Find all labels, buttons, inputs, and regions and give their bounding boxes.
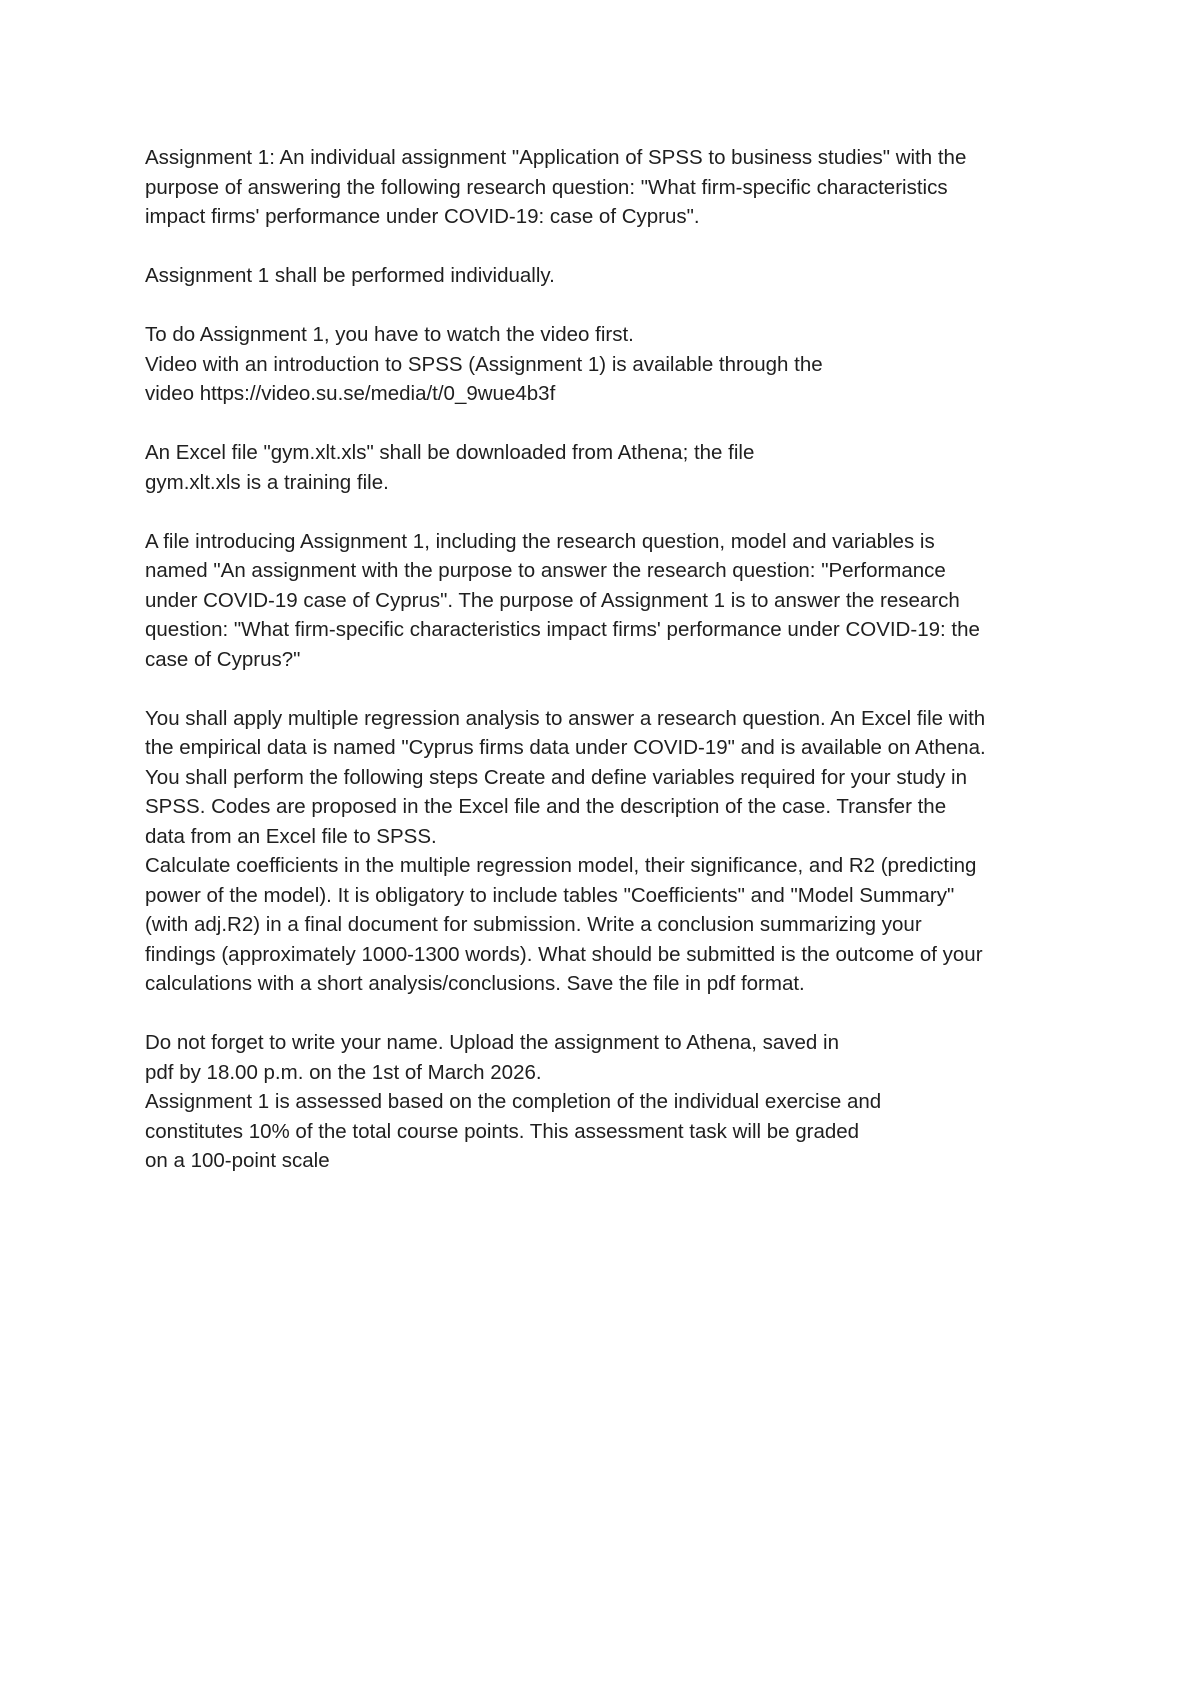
text-line: calculations with a short analysis/conclusions. Save the file in pdf format.: [145, 972, 805, 995]
text-line: data from an Excel file to SPSS.: [145, 824, 437, 848]
text-line: Video with an introduction to SPSS (Assignment 1) is available through the: [145, 352, 823, 376]
text-line: A file introducing Assignment 1, including the research question, model and variables is: [145, 529, 935, 553]
paragraph-training-file: [145, 438, 1085, 497]
text-line: named "An assignment with the purpose to answer the research question: "Performance: [145, 559, 946, 582]
text-line: the empirical data is named "Cyprus firms data under COVID-19" and is available on Athena.: [145, 736, 986, 759]
text-line: gym.xlt.xls is a training file.: [145, 470, 389, 494]
text-line: impact firms' performance under COVID-19: case of Cyprus".: [145, 205, 700, 228]
text-line: Assignment 1 is assessed based on the completion of the individual exercise and: [145, 1090, 882, 1113]
text-line: under COVID-19 case of Cyprus". The purpose of Assignment 1 is to answer the research: [145, 588, 960, 612]
text-line: question: "What firm-specific characteristics impact firms' performance under COVID-19: the: [145, 618, 980, 641]
text-line: power of the model). It is obligatory to include tables "Coefficients" and "Model Summary": [145, 883, 955, 907]
paragraph-individual-work: [145, 261, 1085, 291]
text-line: purpose of answering the following research question: "What firm-specific characteristics: [145, 175, 948, 199]
text-line: Assignment 1: An individual assignment "Application of SPSS to business studies" with the: [145, 146, 967, 169]
paragraph-video-instructions: [145, 320, 1085, 409]
paragraph-regression-steps: [145, 704, 1085, 999]
paragraph-assignment-intro: [145, 143, 1085, 232]
text-line: pdf by 18.00 p.m. on the 1st of March 2026.: [145, 1060, 542, 1084]
text-line: Calculate coefficients in the multiple regression model, their significance, and R2 (predicting: [145, 854, 977, 877]
text-line: SPSS. Codes are proposed in the Excel file and the description of the case. Transfer the: [145, 795, 947, 818]
text-line: video https://video.su.se/media/t/0_9wue4b3f: [145, 382, 556, 405]
text-line: An Excel file "gym.xlt.xls" shall be downloaded from Athena; the file: [145, 441, 755, 464]
text-line: Assignment 1 shall be performed individually.: [145, 264, 555, 287]
text-line: To do Assignment 1, you have to watch the video first.: [145, 323, 634, 346]
text-line: Do not forget to write your name. Upload the assignment to Athena, saved in: [145, 1031, 839, 1054]
paragraph-submission-grading: [145, 1028, 1085, 1176]
text-line: constitutes 10% of the total course points. This assessment task will be graded: [145, 1119, 860, 1143]
text-line: findings (approximately 1000-1300 words). What should be submitted is the outcome of your: [145, 942, 983, 966]
text-line: case of Cyprus?": [145, 647, 301, 671]
document-body: [145, 143, 1085, 1176]
text-line: on a 100-point scale: [145, 1149, 330, 1172]
text-line: You shall perform the following steps Create and define variables required for your study in: [145, 765, 967, 789]
paragraph-assignment-file: [145, 527, 1085, 675]
text-line: You shall apply multiple regression analysis to answer a research question. An Excel file with: [145, 706, 986, 730]
text-line: (with adj.R2) in a final document for submission. Write a conclusion summarizing your: [145, 913, 922, 936]
